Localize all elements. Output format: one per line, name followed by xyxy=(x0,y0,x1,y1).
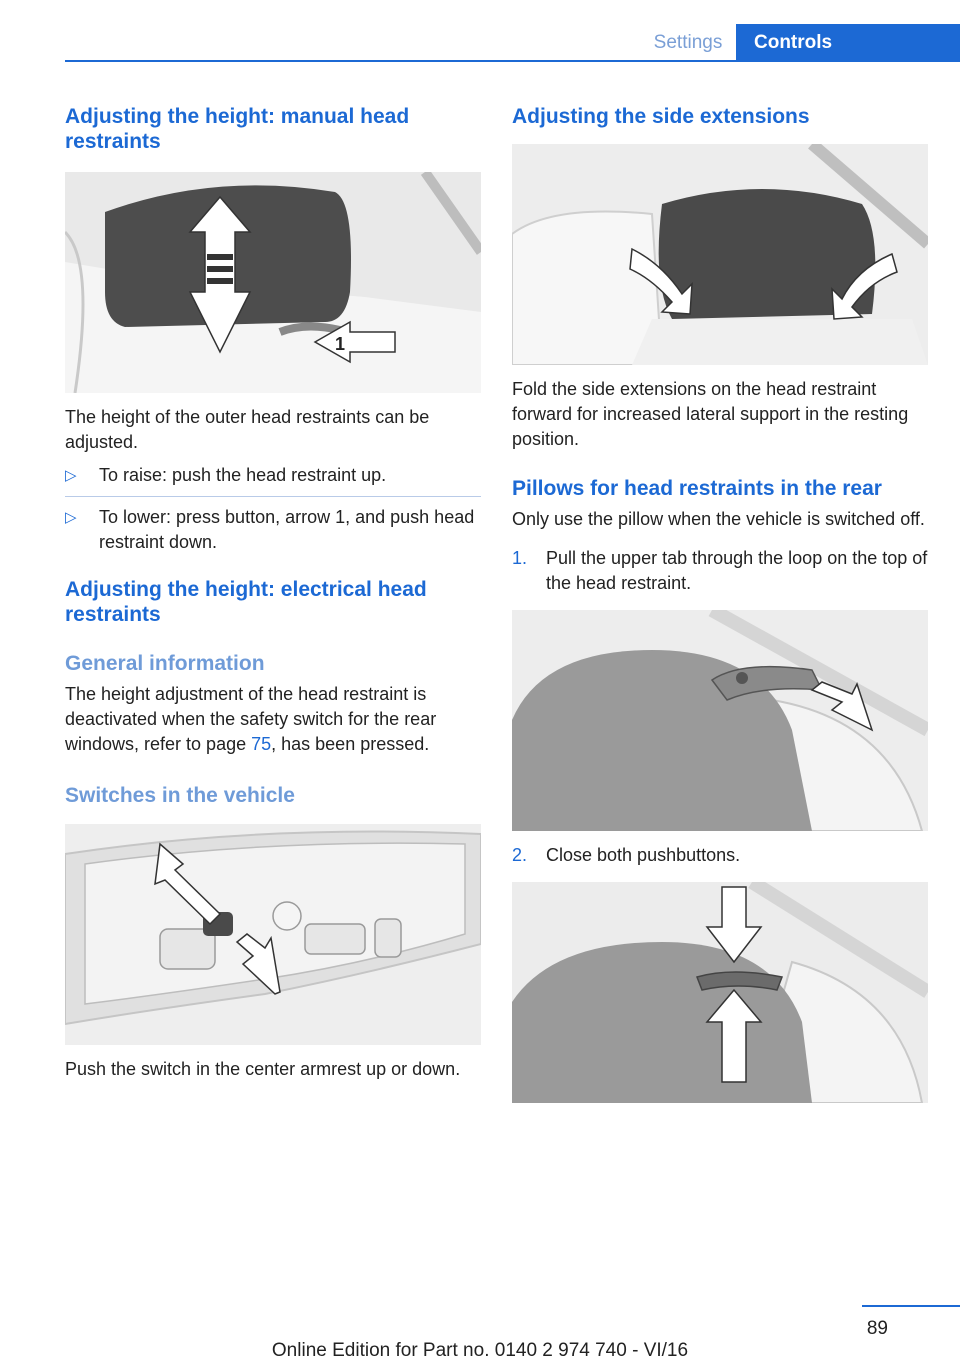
heading-electrical-height: Adjusting the height: electrical head restraints xyxy=(65,578,427,626)
step-number: 2. xyxy=(512,845,528,865)
footer-rule xyxy=(862,1305,960,1307)
figure-callout-1: 1 xyxy=(335,334,346,354)
pushbuttons-illustration xyxy=(512,882,928,1103)
heading-pillows: Pillows for head restraints in the rear xyxy=(512,477,882,500)
heading-switches-in-vehicle: Switches in the vehicle xyxy=(65,784,295,807)
list-item xyxy=(65,463,481,488)
pillow-steps-continued xyxy=(512,843,928,868)
pillow-tab-illustration xyxy=(512,610,928,831)
triangle-bullet-icon: ▷ xyxy=(65,509,77,526)
tab-settings[interactable]: Settings xyxy=(653,31,723,53)
list-item-text: To lower: press button, arrow 1, and push head restraint down. xyxy=(99,507,475,552)
paragraph-switches: Push the switch in the center armrest up or down. xyxy=(65,1059,461,1079)
list-item-text: To raise: push the head restraint up. xyxy=(99,465,387,485)
manual-head-restraint-illustration xyxy=(65,172,481,393)
tab-controls[interactable]: Controls xyxy=(736,24,960,61)
step-number: 1. xyxy=(512,548,528,568)
general-text-before: The height adjustment of the head restraint is deactivated when the safety switch for the rear windows, refer to page xyxy=(65,684,437,754)
general-text-after: , has been pressed. xyxy=(271,734,430,754)
step-text: Pull the upper tab through the loop on the top of the head restraint. xyxy=(546,548,928,593)
list-item xyxy=(512,843,928,868)
footer-edition: Online Edition for Part no. 0140 2 974 740 - VI/16 xyxy=(271,1340,689,1361)
figure-side-extensions xyxy=(512,144,928,365)
left-column xyxy=(65,104,481,1082)
page-number: 89 xyxy=(866,1318,888,1339)
paragraph-side-extensions: Fold the side extensions on the head restraint forward for increased lateral support in the resting position. xyxy=(512,379,909,449)
heading-manual-height: Adjusting the height: manual head restraints xyxy=(65,105,410,153)
right-column xyxy=(512,104,928,1103)
step-text: Close both pushbuttons. xyxy=(546,845,741,865)
heading-side-extensions: Adjusting the side extensions xyxy=(512,105,810,128)
figure-pushbuttons xyxy=(512,882,928,1103)
figure-pillow-tab xyxy=(512,610,928,831)
paragraph-general-information xyxy=(65,682,481,757)
pillow-steps xyxy=(512,546,928,596)
paragraph-manual-height: The height of the outer head restraints can be adjusted. xyxy=(65,407,430,452)
manual-height-bullets xyxy=(65,463,481,555)
list-item xyxy=(512,546,928,596)
triangle-bullet-icon: ▷ xyxy=(65,467,77,484)
page-reference-link[interactable]: 75 xyxy=(251,734,272,754)
paragraph-pillows: Only use the pillow when the vehicle is switched off. xyxy=(512,509,925,529)
figure-switches-in-vehicle xyxy=(65,824,481,1045)
list-item-separator xyxy=(65,496,481,497)
side-extensions-illustration xyxy=(512,144,928,365)
figure-manual-head-restraint xyxy=(65,172,481,393)
heading-general-information: General information xyxy=(65,652,265,675)
list-item xyxy=(65,505,481,555)
seat-switch-illustration xyxy=(65,824,481,1045)
